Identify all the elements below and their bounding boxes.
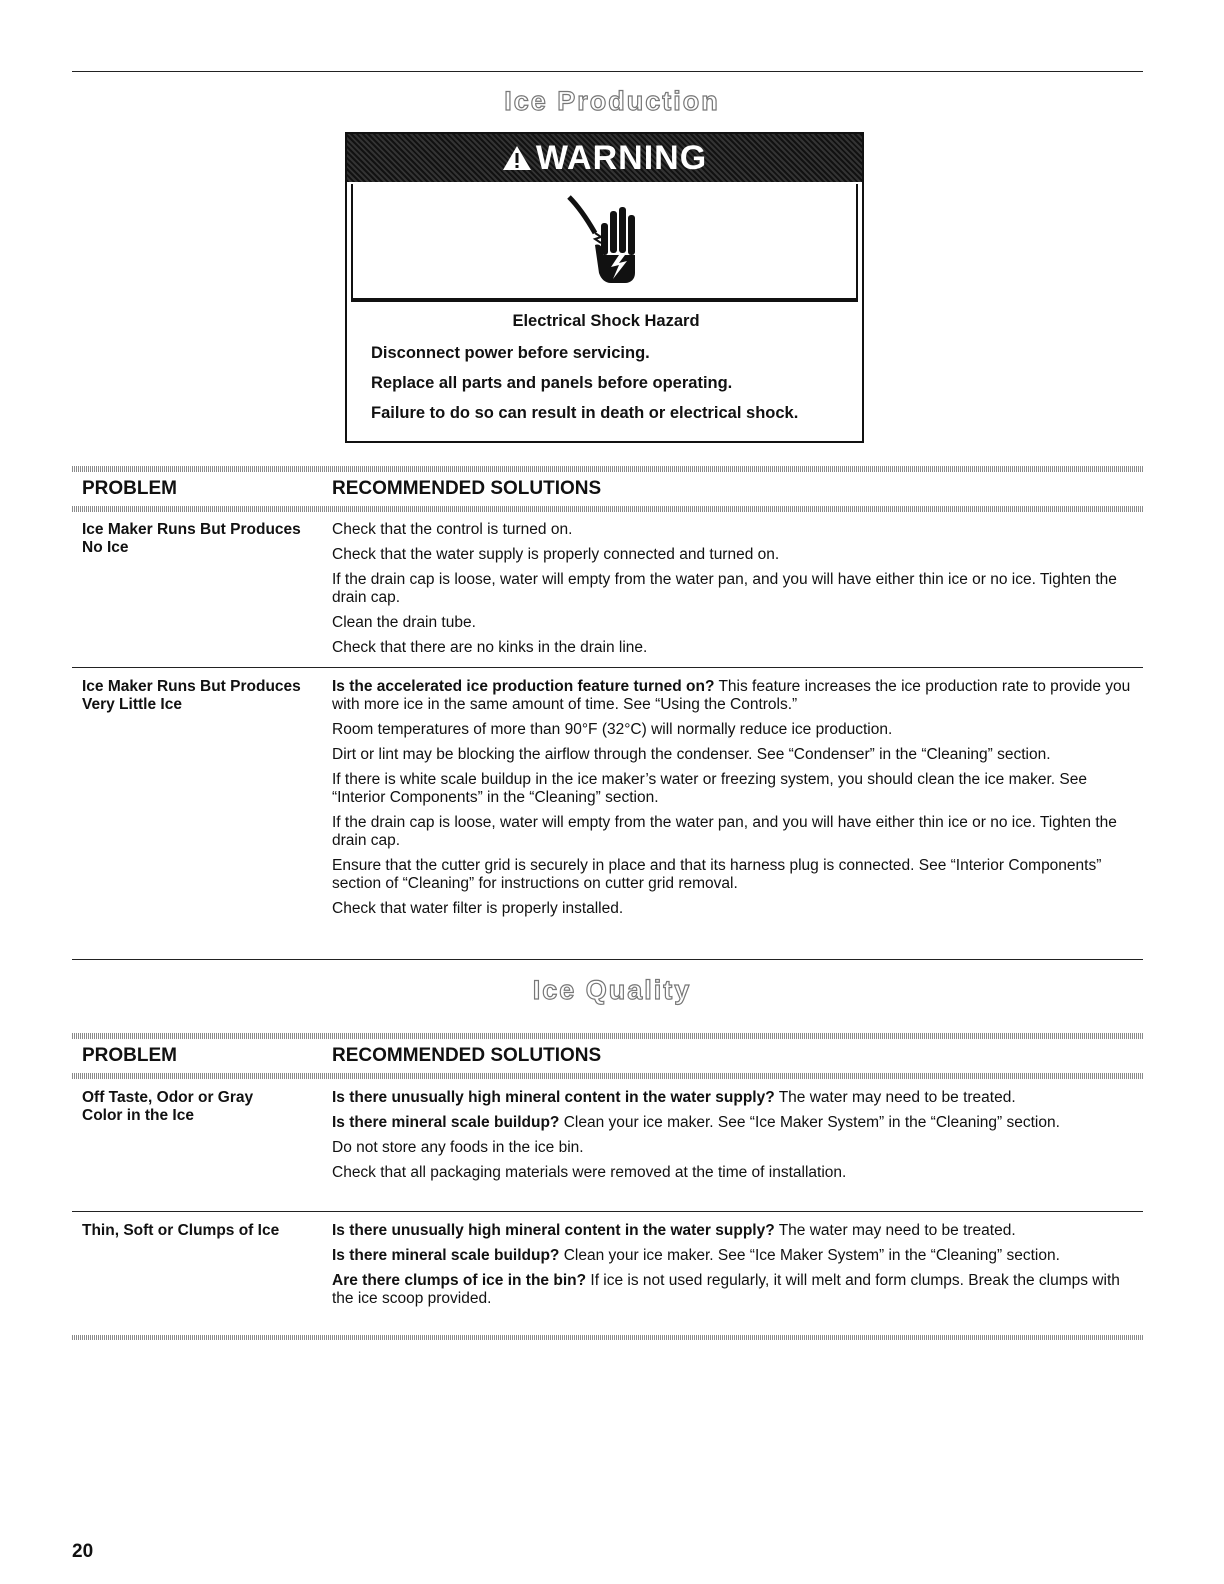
solution-text: Check that there are no kinks in the drain line.: [332, 639, 648, 656]
solutions-cell: [332, 1089, 1132, 1189]
solution-item: [332, 721, 1132, 739]
top-rule: [72, 71, 1143, 72]
solution-text: The water may need to be treated.: [774, 1222, 1016, 1239]
solution-item: [332, 571, 1132, 607]
row-divider: [72, 1211, 1143, 1212]
electrical-shock-hand-icon: [565, 193, 645, 289]
column-header-problem: PROBLEM: [82, 1045, 177, 1066]
solution-text: Dirt or lint may be blocking the airflow through the condenser. See “Condenser” in the “Cleaning” section.: [332, 746, 1051, 763]
solution-text: If the drain cap is loose, water will empty from the water pan, and you will have either thin ice or no ice. Tighten the drain cap.: [332, 571, 1117, 606]
solution-bold-lead: Is there mineral scale buildup?: [332, 1247, 560, 1264]
warning-line: Replace all parts and panels before operating.: [371, 374, 733, 392]
solution-text: Do not store any foods in the ice bin.: [332, 1139, 584, 1156]
hazard-title: Electrical Shock Hazard: [512, 312, 700, 330]
solution-text: This feature increases the ice production rate to provide you with more ice in the same amount of time. See “Using the Controls.”: [332, 678, 1131, 713]
solution-item: [332, 521, 1132, 539]
solution-text: Check that all packaging materials were removed at the time of installation.: [332, 1164, 847, 1181]
solution-item: [332, 546, 1132, 564]
solution-text: Clean your ice maker. See “Ice Maker System” in the “Cleaning” section.: [559, 1114, 1060, 1131]
warning-divider: [351, 300, 858, 302]
solution-text: Check that water filter is properly installed.: [332, 900, 624, 917]
solution-text: Clean the drain tube.: [332, 614, 476, 631]
solution-item: [332, 771, 1132, 807]
solutions-cell: [332, 678, 1132, 925]
solution-item: [332, 746, 1132, 764]
solution-bold-lead: Is there unusually high mineral content in the water supply?: [332, 1222, 775, 1239]
solution-item: [332, 639, 1132, 657]
solutions-cell: [332, 1222, 1132, 1315]
solution-text: Ensure that the cutter grid is securely in place and that its harness plug is connected. See “Interior Components” section of “Cleaning” for instructions on cutter grid removal.: [332, 857, 1102, 892]
solution-bold-lead: Is there unusually high mineral content in the water supply?: [332, 1089, 775, 1106]
solution-item: [332, 814, 1132, 850]
solution-bold-lead: Are there clumps of ice in the bin?: [332, 1272, 587, 1289]
section-title-ice-production: Ice Production: [504, 86, 720, 116]
table-header-top-rule: [72, 466, 1143, 472]
solution-text: If there is white scale buildup in the ice maker’s water or freezing system, you should clean the ice maker. See “Interior Components” in the “Cleaning” section.: [332, 771, 1087, 806]
column-header-solutions: RECOMMENDED SOLUTIONS: [332, 478, 602, 499]
solution-item: [332, 614, 1132, 632]
solution-item: [332, 1139, 1132, 1157]
solution-text: Check that the water supply is properly connected and turned on.: [332, 546, 780, 563]
warning-box: [345, 132, 864, 443]
solution-item: [332, 1222, 1132, 1240]
solution-text: Clean your ice maker. See “Ice Maker System” in the “Cleaning” section.: [559, 1247, 1060, 1264]
solution-item: [332, 857, 1132, 893]
warning-line: Failure to do so can result in death or electrical shock.: [371, 404, 799, 422]
solution-text: Check that the control is turned on.: [332, 521, 573, 538]
section-rule: [72, 959, 1143, 960]
problem-cell: Off Taste, Odor or Gray Color in the Ice: [82, 1089, 254, 1124]
solution-text: If ice is not used regularly, it will melt and form clumps. Break the clumps with the ice scoop provided.: [332, 1272, 1120, 1307]
warning-text: [371, 312, 841, 434]
solution-item: [332, 1272, 1132, 1308]
problem-cell: Thin, Soft or Clumps of Ice: [82, 1222, 280, 1239]
problem-cell: Ice Maker Runs But Produces No Ice: [82, 521, 301, 556]
table-header-bottom-rule: [72, 1073, 1143, 1079]
column-header-problem: PROBLEM: [82, 478, 177, 499]
solution-item: [332, 1247, 1132, 1265]
solution-item: [332, 678, 1132, 714]
solution-bold-lead: Is there mineral scale buildup?: [332, 1114, 560, 1131]
warning-icon-area: [351, 184, 858, 300]
column-header-solutions: RECOMMENDED SOLUTIONS: [332, 1045, 602, 1066]
solutions-cell: [332, 521, 1132, 664]
solution-text: If the drain cap is loose, water will empty from the water pan, and you will have either thin ice or no ice. Tighten the drain cap.: [332, 814, 1117, 849]
solution-item: [332, 1114, 1132, 1132]
section-title-ice-quality: Ice Quality: [532, 975, 692, 1005]
solution-item: [332, 900, 1132, 918]
solution-bold-lead: Is the accelerated ice production feature turned on?: [332, 678, 715, 695]
table-bottom-rule: [72, 1335, 1143, 1340]
solution-text: Room temperatures of more than 90°F (32°C) will normally reduce ice production.: [332, 721, 893, 738]
warning-triangle-icon: [502, 144, 532, 172]
solution-text: The water may need to be treated.: [774, 1089, 1016, 1106]
warning-header-text: WARNING: [535, 138, 708, 177]
page-number: 20: [72, 1541, 94, 1562]
solution-item: [332, 1164, 1132, 1182]
table-header-bottom-rule: [72, 506, 1143, 512]
row-divider: [72, 667, 1143, 668]
problem-cell: Ice Maker Runs But Produces Very Little Ice: [82, 678, 301, 713]
warning-header: [347, 134, 862, 182]
table-header-top-rule: [72, 1033, 1143, 1039]
warning-line: Disconnect power before servicing.: [371, 344, 650, 362]
solution-item: [332, 1089, 1132, 1107]
